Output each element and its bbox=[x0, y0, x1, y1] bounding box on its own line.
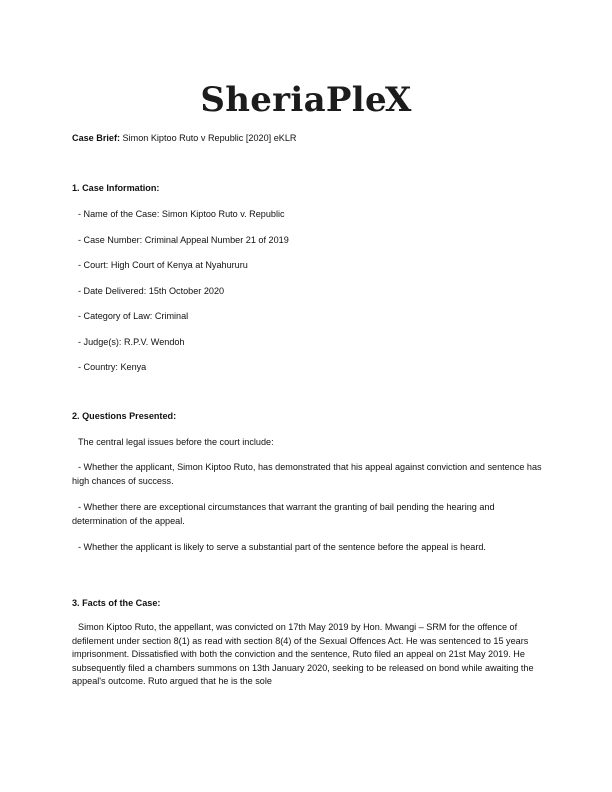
logo-text-main: SheriaPle bbox=[200, 80, 387, 120]
section-heading-questions-presented: 2. Questions Presented: bbox=[72, 411, 177, 421]
question-item: - Whether the applicant, Simon Kiptoo Ruto, has demonstrated that his appeal against conviction and sentence has high chances of success. bbox=[72, 462, 542, 486]
case-brief-line bbox=[72, 132, 296, 145]
section-heading-case-information: 1. Case Information: bbox=[72, 183, 160, 193]
info-item: - Case Number: Criminal Appeal Number 21 of 2019 bbox=[78, 235, 289, 245]
section-heading-facts: 3. Facts of the Case: bbox=[72, 598, 161, 608]
info-item: - Judge(s): R.P.V. Wendoh bbox=[78, 337, 185, 347]
info-item: - Country: Kenya bbox=[78, 362, 147, 372]
sheriaplex-logo bbox=[0, 76, 612, 124]
case-brief-title: Simon Kiptoo Ruto v Republic [2020] eKLR bbox=[122, 133, 297, 143]
info-item: - Court: High Court of Kenya at Nyahururu bbox=[78, 260, 248, 270]
info-item: - Name of the Case: Simon Kiptoo Ruto v. Republic bbox=[78, 209, 285, 219]
facts-paragraph: Simon Kiptoo Ruto, the appellant, was convicted on 17th May 2019 by Hon. Mwangi – SRM for the offence of defilement under section 8(1) as read with section 8(4) of the Sexual Offences Act. He was sentenced to 15 years imprisonment. Dissatisfied with both the conviction and the sentence, Ruto filed an appeal on 21st May 2019. He subsequently filed a chambers summons on 13th January 2020, seeking to be released on bond while awaiting the appeal's outcome. Ruto argued that he is the sole bbox=[72, 622, 534, 687]
case-brief-label: Case Brief: bbox=[72, 133, 121, 143]
logo-x-mark: X bbox=[384, 80, 412, 120]
info-item: - Date Delivered: 15th October 2020 bbox=[78, 286, 225, 296]
question-item: - Whether there are exceptional circumstances that warrant the granting of bail pending the hearing and determination of the appeal. bbox=[72, 502, 495, 526]
questions-intro: The central legal issues before the court include: bbox=[78, 437, 274, 447]
question-item: - Whether the applicant is likely to serve a substantial part of the sentence before the appeal is heard. bbox=[78, 542, 486, 552]
logo-text bbox=[200, 80, 411, 120]
info-item: - Category of Law: Criminal bbox=[78, 311, 189, 321]
